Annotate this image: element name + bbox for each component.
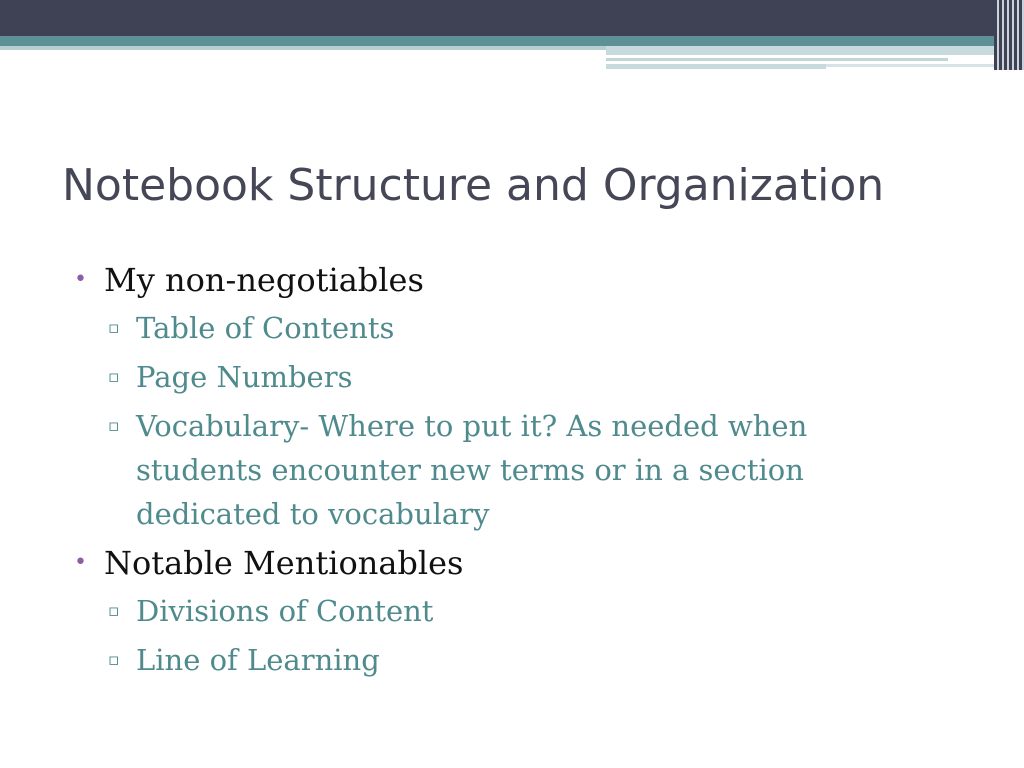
slide-body <box>72 258 912 687</box>
bullet-text: Table of Contents <box>136 311 395 345</box>
bullet-level2 <box>72 306 912 350</box>
bullet-level2 <box>72 589 912 633</box>
bullet-dot-icon: • <box>74 550 87 575</box>
bullet-level1 <box>72 258 912 302</box>
bullet-level2 <box>72 355 912 399</box>
bullet-text: Divisions of Content <box>136 594 434 628</box>
header-vertical-stripes <box>994 0 1024 70</box>
bullet-square-icon: ▫ <box>108 650 120 670</box>
bullet-square-icon: ▫ <box>108 601 120 621</box>
slide-title: Notebook Structure and Organization <box>62 160 885 211</box>
bullet-text: Page Numbers <box>136 360 353 394</box>
header-accent-line <box>606 64 826 69</box>
bullet-text: Line of Learning <box>136 643 380 677</box>
bullet-text: Vocabulary- Where to put it? As needed when students encounter new terms or in a section dedicated to vocabulary <box>136 409 808 531</box>
header-accent-line <box>606 46 1024 55</box>
header-accent-line <box>606 58 948 61</box>
bullet-text: My non-negotiables <box>104 261 424 299</box>
bullet-dot-icon: • <box>74 267 87 292</box>
bullet-text: Notable Mentionables <box>104 544 464 582</box>
bullet-square-icon: ▫ <box>108 318 120 338</box>
bullet-square-icon: ▫ <box>108 367 120 387</box>
bullet-square-icon: ▫ <box>108 416 120 436</box>
bullet-level2 <box>72 638 912 682</box>
header-teal-bar <box>0 36 1024 46</box>
bullet-level2 <box>72 404 912 536</box>
header-accent-line <box>0 46 610 50</box>
bullet-level1 <box>72 541 912 585</box>
header-dark-bar <box>0 0 1024 36</box>
